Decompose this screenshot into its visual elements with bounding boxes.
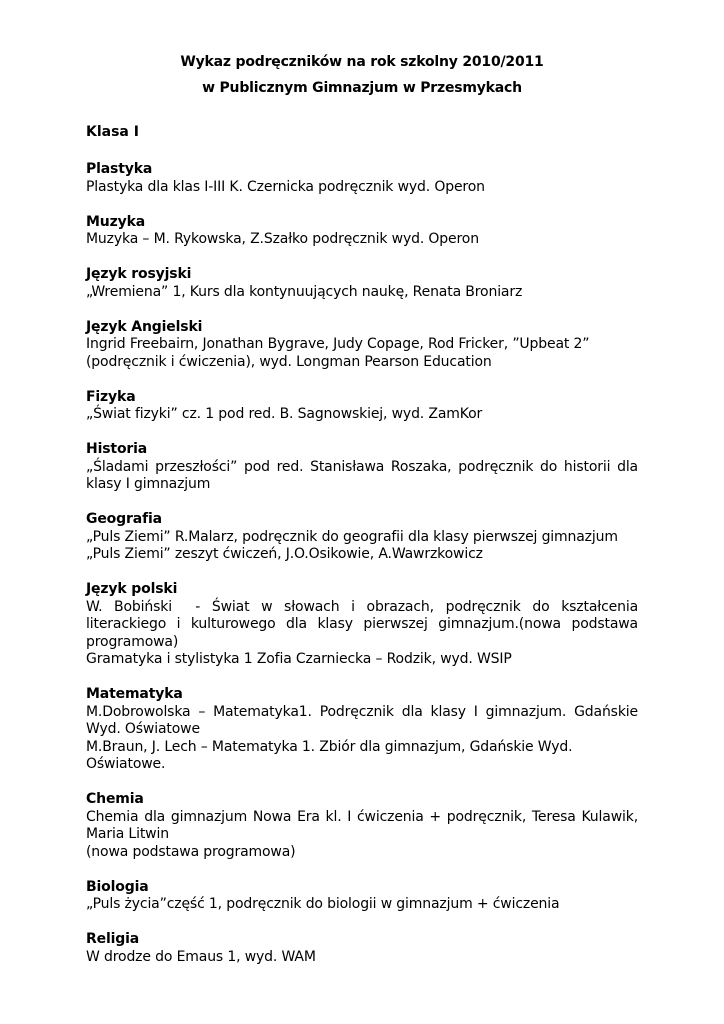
textbook-entry: (nowa podstawa programowa) bbox=[86, 843, 296, 860]
subject-section bbox=[86, 879, 638, 914]
textbook-entry: „Śladami przeszłości” pod red. Stanisława Roszaka, podręcznik do historii dla klasy I gimnazjum bbox=[86, 458, 643, 492]
textbook-entry: „Świat fizyki” cz. 1 pod red. B. Sagnowskiej, wyd. ZamKor bbox=[86, 406, 483, 422]
textbook-entry: M.Braun, J. Lech – Matematyka 1. Zbiór dla gimnazjum, Gdańskie Wyd. Oświatowe. bbox=[86, 738, 577, 772]
subject-title: Matematyka bbox=[86, 686, 183, 702]
subject-section bbox=[86, 686, 643, 774]
subject-title: Język rosyjski bbox=[86, 266, 192, 282]
subject-title: Język polski bbox=[86, 581, 178, 597]
subject-title: Muzyka bbox=[86, 213, 146, 230]
subject-section bbox=[86, 214, 638, 249]
subject-list bbox=[86, 161, 643, 984]
subject-title: Biologia bbox=[86, 878, 149, 895]
subject-section bbox=[86, 266, 638, 301]
textbook-entry: „Puls życia”część 1, podręcznik do biologii w gimnazjum + ćwiczenia bbox=[86, 896, 560, 912]
textbook-entry: M.Dobrowolska – Matematyka1. Podręcznik dla klasy I gimnazjum. Gdańskie Wyd. Oświatowe bbox=[86, 703, 643, 737]
subject-section bbox=[86, 511, 638, 564]
subject-title: Fizyka bbox=[86, 388, 136, 405]
textbook-entry: Muzyka – M. Rykowska, Z.Szałko podręcznik wyd. Operon bbox=[86, 231, 479, 247]
textbook-entry: Gramatyka i stylistyka 1 Zofia Czarniecka – Rodzik, wyd. WSIP bbox=[86, 651, 512, 667]
subject-title: Historia bbox=[86, 441, 148, 457]
textbook-entry: „Puls Ziemi” R.Malarz, podręcznik do geografii dla klasy pierwszej gimnazjum bbox=[86, 528, 618, 545]
textbook-entry: W drodze do Emaus 1, wyd. WAM bbox=[86, 948, 316, 965]
textbook-entry: Plastyka dla klas I-III K. Czernicka podręcznik wyd. Operon bbox=[86, 178, 485, 195]
subject-section bbox=[86, 161, 638, 196]
subject-section bbox=[86, 931, 638, 966]
subject-section bbox=[86, 319, 638, 372]
subject-section bbox=[86, 581, 643, 669]
subject-section bbox=[86, 791, 643, 861]
document-title-line2: w Publicznym Gimnazjum w Przesmykach bbox=[202, 80, 522, 96]
class-heading: Klasa I bbox=[86, 124, 139, 140]
document-title-line1: Wykaz podręczników na rok szkolny 2010/2011 bbox=[180, 54, 544, 70]
subject-title: Język Angielski bbox=[86, 318, 203, 335]
subject-title: Geografia bbox=[86, 511, 162, 527]
textbook-entry: Chemia dla gimnazjum Nowa Era kl. I ćwiczenia + podręcznik, Teresa Kulawik, Maria Litwin bbox=[86, 808, 643, 842]
textbook-entry: „Puls Ziemi” zeszyt ćwiczeń, J.O.Osikowie, A.Wawrzkowicz bbox=[86, 546, 483, 562]
subject-title: Plastyka bbox=[86, 161, 153, 177]
subject-section bbox=[86, 441, 643, 494]
subject-title: Chemia bbox=[86, 791, 144, 807]
subject-section bbox=[86, 389, 638, 424]
textbook-entry: „Wremiena” 1, Kurs dla kontynuujących naukę, Renata Broniarz bbox=[86, 283, 523, 300]
textbook-entry: Ingrid Freebairn, Jonathan Bygrave, Judy Copage, Rod Fricker, ”Upbeat 2” (podręcznik i ćwiczenia), wyd. Longman Pearson Education bbox=[86, 336, 594, 370]
textbook-entry: W. Bobiński - Świat w słowach i obrazach, podręcznik do kształcenia literackiego i kulturowego dla klasy pierwszej gimnazjum.(nowa podstawa programowa) bbox=[86, 598, 643, 650]
subject-title: Religia bbox=[86, 931, 140, 947]
